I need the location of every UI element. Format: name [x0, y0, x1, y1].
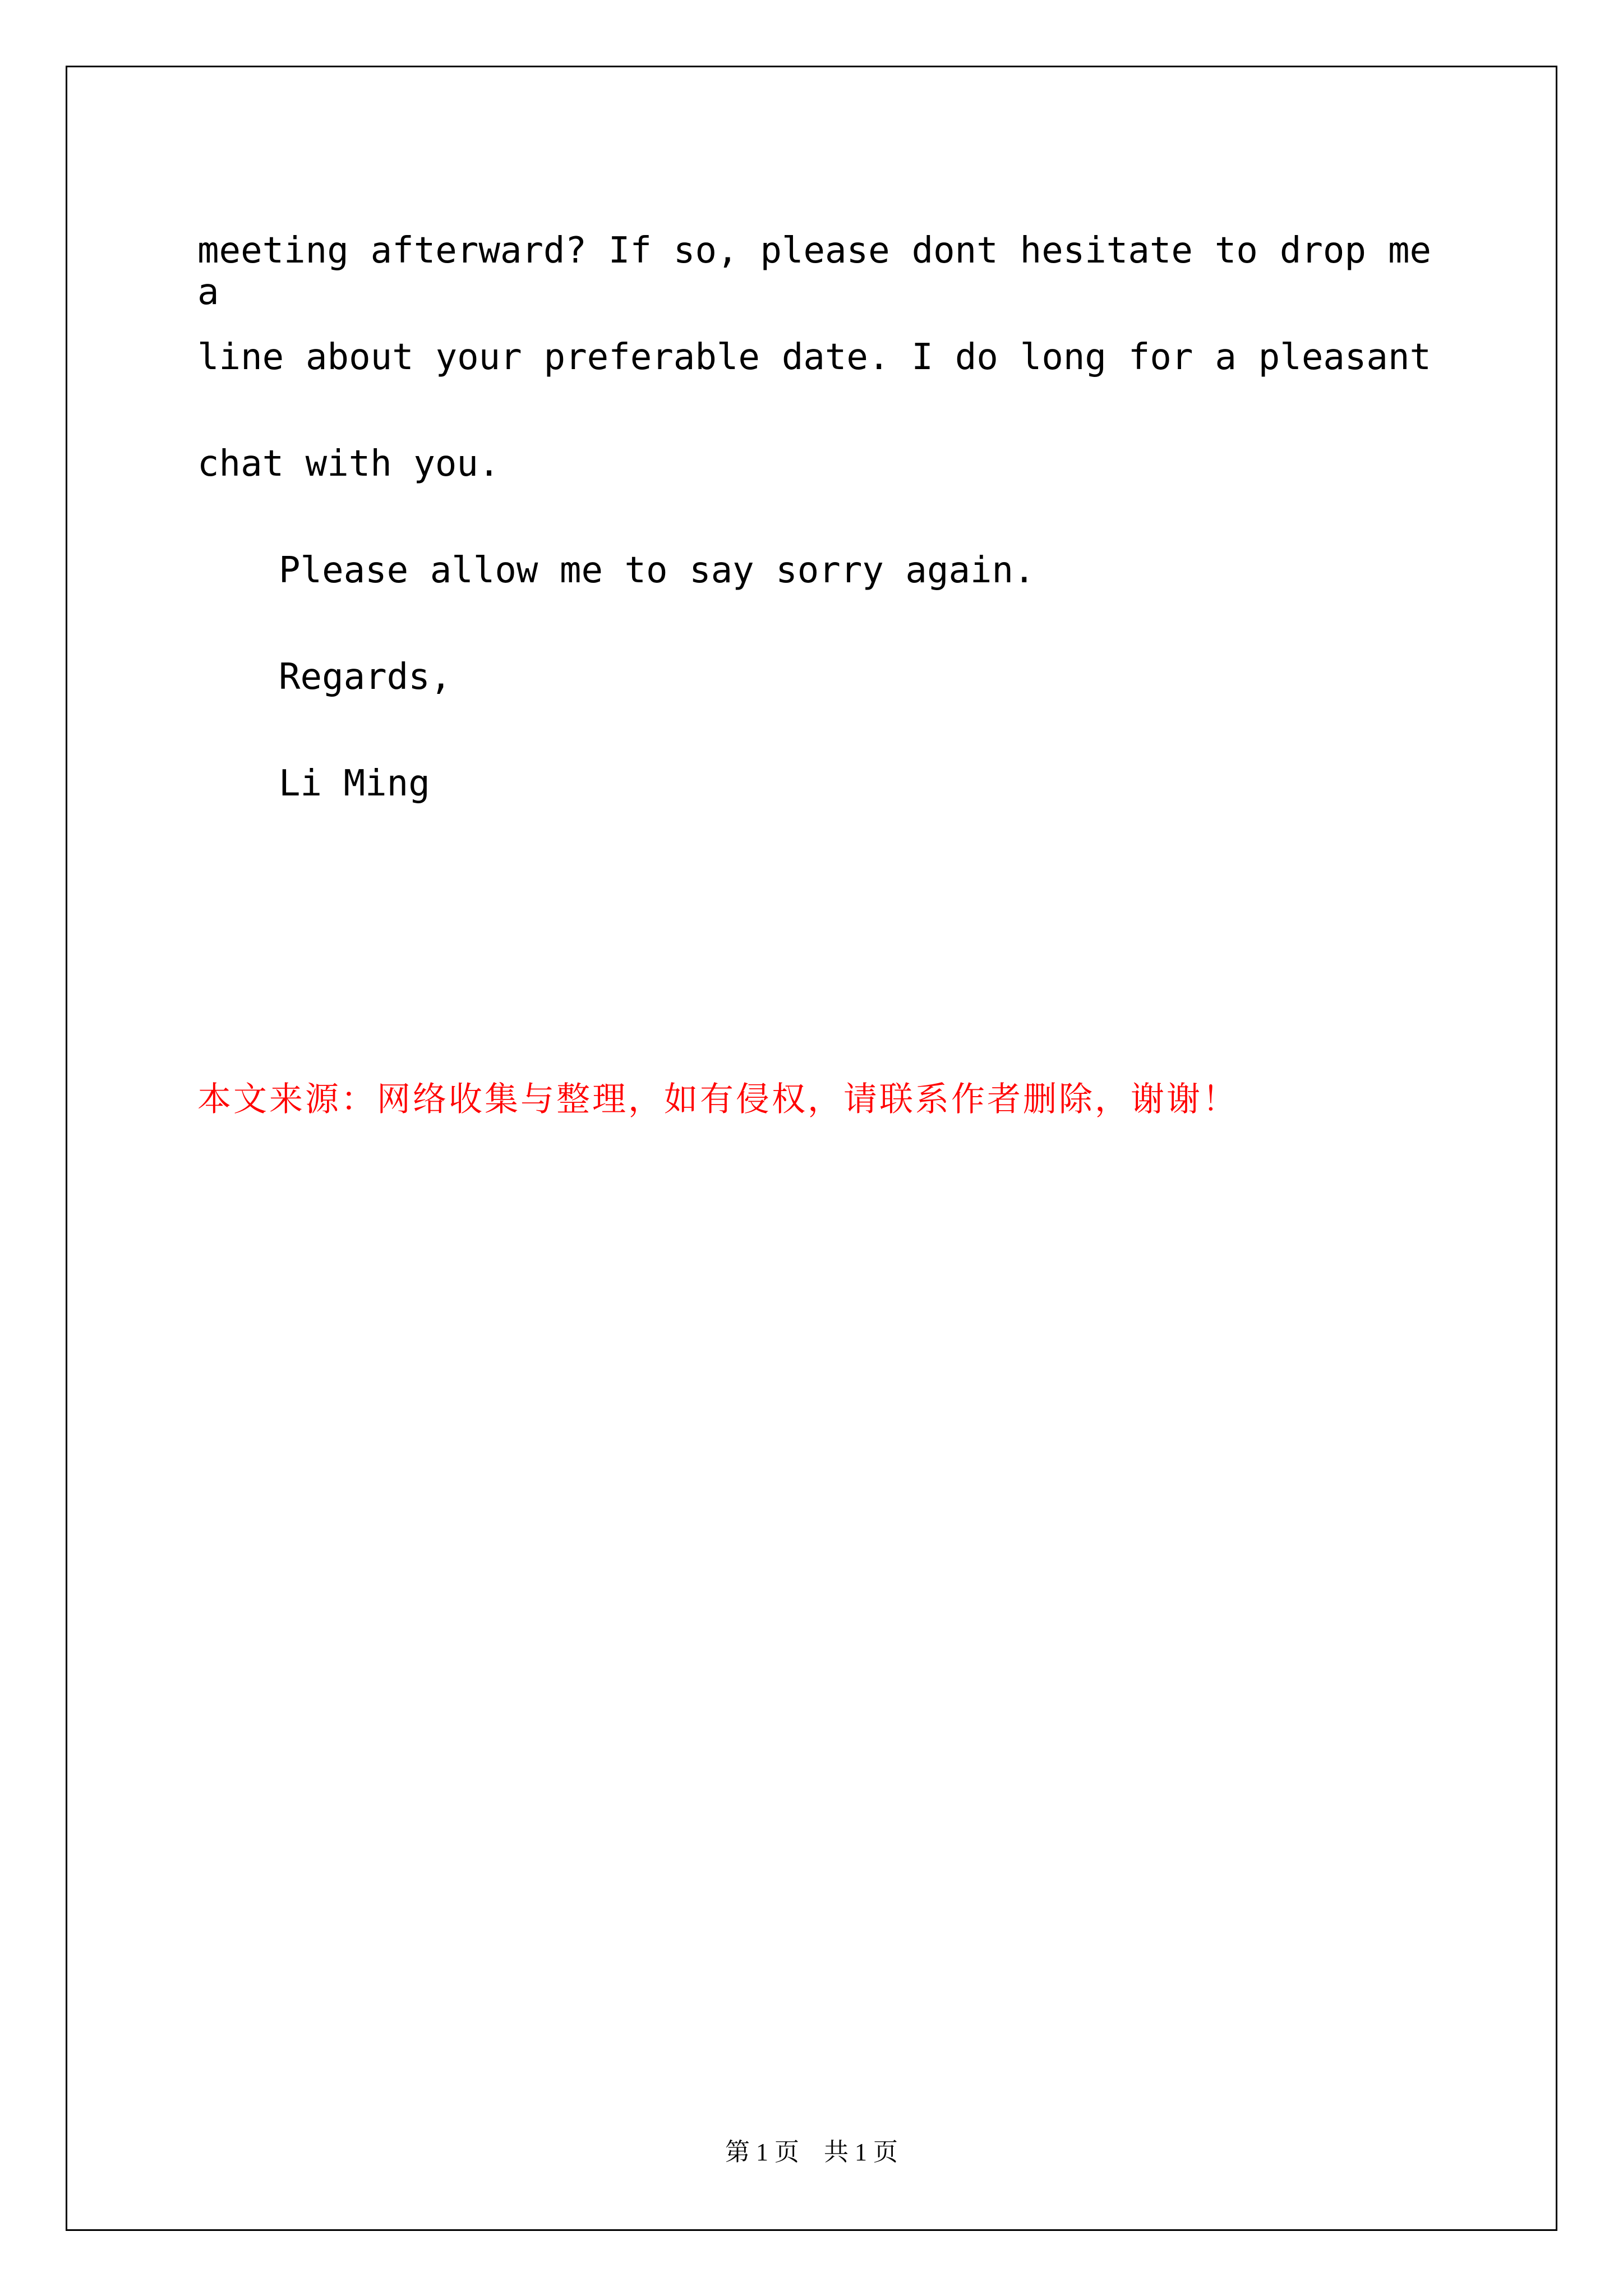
source-notice: 本文来源：网络收集与整理，如有侵权，请联系作者删除，谢谢！ — [197, 1080, 1238, 1119]
paragraph-line-1: meeting afterward? If so, please dont hesitate to drop me a — [197, 230, 1431, 313]
page-border — [66, 66, 1557, 2231]
apology-line: Please allow me to say sorry again. — [279, 550, 1035, 591]
signature-line: Li Ming — [279, 763, 430, 804]
paragraph-line-3: chat with you. — [197, 443, 500, 485]
paragraph-line-2: line about your preferable date. I do long for a pleasant — [197, 337, 1431, 378]
page-number: 第 1 页 共 1 页 — [725, 2138, 898, 2166]
closing-line: Regards, — [279, 656, 452, 698]
